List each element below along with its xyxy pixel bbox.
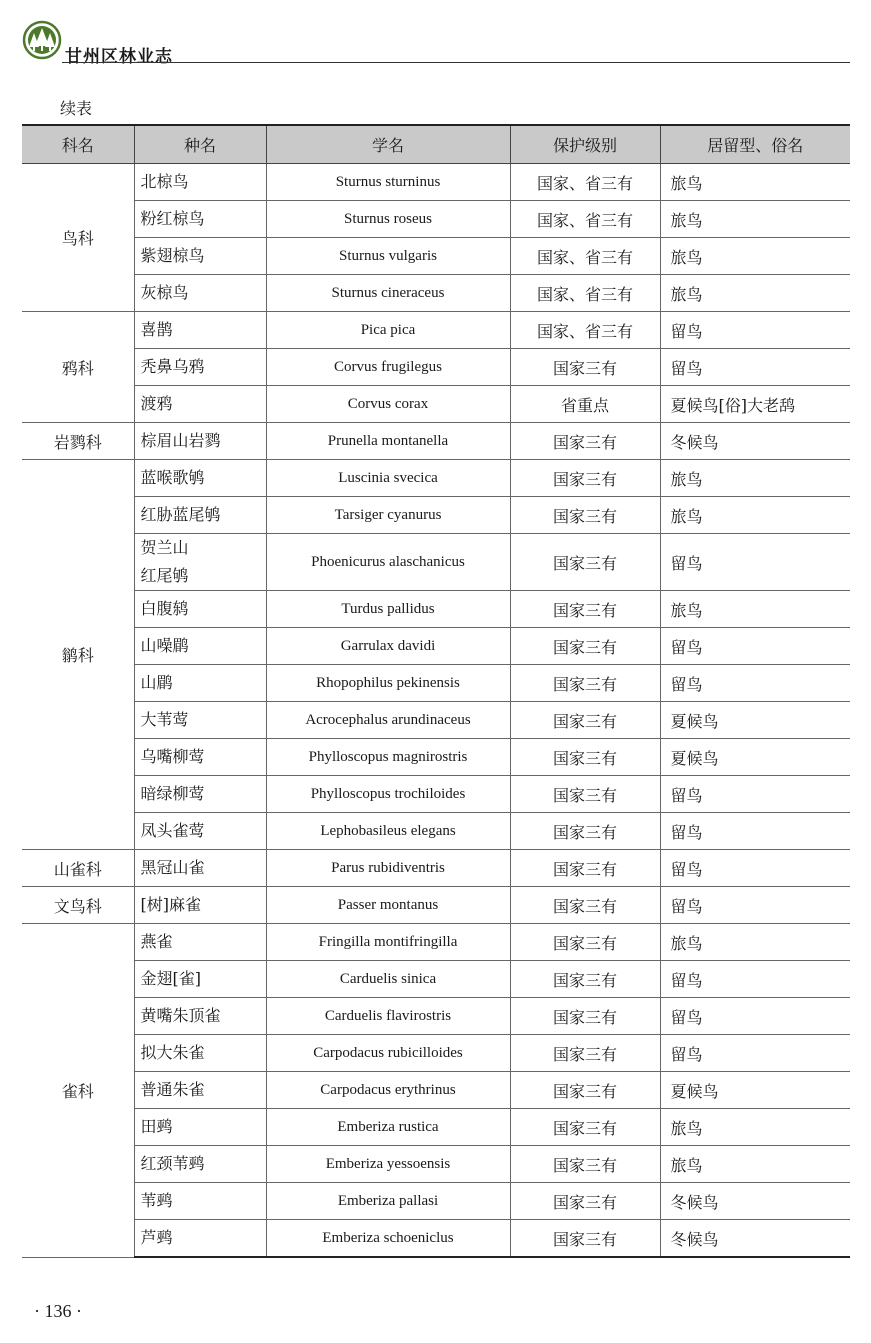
species-name: 紫翅椋鸟 <box>134 238 266 275</box>
protection-level: 国家三有 <box>510 1146 660 1183</box>
species-name: 秃鼻乌鸦 <box>134 349 266 386</box>
residency-status: 旅鸟 <box>660 924 850 961</box>
column-header-residency: 居留型、俗名 <box>660 125 850 164</box>
table-row <box>22 312 850 349</box>
family-cell: 鹟科 <box>22 460 134 850</box>
protection-level: 国家三有 <box>510 628 660 665</box>
species-name: 红颈苇鹀 <box>134 1146 266 1183</box>
scientific-name: Acrocephalus arundinaceus <box>266 702 510 739</box>
family-cell: 鸦科 <box>22 312 134 423</box>
table-row <box>22 1072 850 1109</box>
protection-level: 国家三有 <box>510 961 660 998</box>
scientific-name: Carduelis sinica <box>266 961 510 998</box>
protection-level: 国家三有 <box>510 1035 660 1072</box>
scientific-name: Passer montanus <box>266 887 510 924</box>
table-row <box>22 1035 850 1072</box>
protection-level: 国家三有 <box>510 591 660 628</box>
protection-level: 国家三有 <box>510 423 660 460</box>
scientific-name: Phylloscopus magnirostris <box>266 739 510 776</box>
scientific-name: Sturnus roseus <box>266 201 510 238</box>
scientific-name: Rhopophilus pekinensis <box>266 665 510 702</box>
table-row <box>22 924 850 961</box>
residency-status: 旅鸟 <box>660 1146 850 1183</box>
residency-status: 旅鸟 <box>660 201 850 238</box>
scientific-name: Emberiza yessoensis <box>266 1146 510 1183</box>
residency-status: 留鸟 <box>660 887 850 924</box>
table-row <box>22 460 850 497</box>
table-row <box>22 238 850 275</box>
species-name: 燕雀 <box>134 924 266 961</box>
protection-level: 国家、省三有 <box>510 164 660 201</box>
residency-status: 旅鸟 <box>660 238 850 275</box>
protection-level: 国家三有 <box>510 1220 660 1258</box>
protection-level: 国家、省三有 <box>510 201 660 238</box>
scientific-name: Turdus pallidus <box>266 591 510 628</box>
residency-status: 留鸟 <box>660 961 850 998</box>
species-name-line: 贺兰山 <box>140 538 189 557</box>
species-name: 山鹛 <box>134 665 266 702</box>
species-name: 田鹀 <box>134 1109 266 1146</box>
scientific-name: Carpodacus erythrinus <box>266 1072 510 1109</box>
residency-status: 留鸟 <box>660 349 850 386</box>
protection-level: 国家三有 <box>510 534 660 591</box>
residency-status: 留鸟 <box>660 850 850 887</box>
table-row <box>22 665 850 702</box>
scientific-name: Garrulax davidi <box>266 628 510 665</box>
protection-level: 国家三有 <box>510 497 660 534</box>
residency-status: 夏候鸟 <box>660 1072 850 1109</box>
residency-status: 旅鸟 <box>660 275 850 312</box>
protection-level: 国家三有 <box>510 776 660 813</box>
residency-status: 留鸟 <box>660 998 850 1035</box>
table-row <box>22 998 850 1035</box>
residency-status: 夏候鸟[俗]大老鸹 <box>660 386 850 423</box>
species-name: 粉红椋鸟 <box>134 201 266 238</box>
table-row <box>22 164 850 201</box>
scientific-name: Emberiza pallasi <box>266 1183 510 1220</box>
species-name: 北椋鸟 <box>134 164 266 201</box>
species-name: 红胁蓝尾鸲 <box>134 497 266 534</box>
scientific-name: Luscinia svecica <box>266 460 510 497</box>
scientific-name: Sturnus cineraceus <box>266 275 510 312</box>
residency-status: 夏候鸟 <box>660 739 850 776</box>
page-header <box>22 20 850 67</box>
residency-status: 旅鸟 <box>660 164 850 201</box>
protection-level: 国家三有 <box>510 1072 660 1109</box>
residency-status: 冬候鸟 <box>660 423 850 460</box>
scientific-name: Phylloscopus trochiloides <box>266 776 510 813</box>
forestry-logo-icon <box>22 20 62 60</box>
table-row <box>22 739 850 776</box>
species-name: 大苇莺 <box>134 702 266 739</box>
scientific-name: Sturnus vulgaris <box>266 238 510 275</box>
scientific-name: Corvus corax <box>266 386 510 423</box>
protection-level: 国家三有 <box>510 887 660 924</box>
table-row <box>22 386 850 423</box>
species-name-line: 红尾鸲 <box>140 566 189 585</box>
species-name: 拟大朱雀 <box>134 1035 266 1072</box>
scientific-name: Tarsiger cyanurus <box>266 497 510 534</box>
protection-level: 国家、省三有 <box>510 275 660 312</box>
scientific-name: Emberiza rustica <box>266 1109 510 1146</box>
species-name <box>134 534 266 591</box>
residency-status: 夏候鸟 <box>660 702 850 739</box>
table-continued-caption: 续表 <box>60 99 93 118</box>
protection-level: 国家三有 <box>510 1109 660 1146</box>
species-name: 苇鹀 <box>134 1183 266 1220</box>
species-name: 凤头雀莺 <box>134 813 266 850</box>
table-row <box>22 1146 850 1183</box>
residency-status: 留鸟 <box>660 534 850 591</box>
table-row <box>22 887 850 924</box>
species-name: 黑冠山雀 <box>134 850 266 887</box>
species-name: 山噪鹛 <box>134 628 266 665</box>
protection-level: 国家三有 <box>510 665 660 702</box>
table-row <box>22 534 850 591</box>
scientific-name: Fringilla montifringilla <box>266 924 510 961</box>
scientific-name: Prunella montanella <box>266 423 510 460</box>
protection-level: 国家三有 <box>510 998 660 1035</box>
family-cell: 文鸟科 <box>22 887 134 924</box>
species-name: 渡鸦 <box>134 386 266 423</box>
table-row <box>22 702 850 739</box>
family-cell: 岩鹨科 <box>22 423 134 460</box>
residency-status: 留鸟 <box>660 665 850 702</box>
family-cell: 鸟科 <box>22 164 134 312</box>
column-header-species: 种名 <box>134 125 266 164</box>
protection-level: 国家、省三有 <box>510 238 660 275</box>
table-row <box>22 1109 850 1146</box>
residency-status: 留鸟 <box>660 312 850 349</box>
table-row <box>22 776 850 813</box>
protection-level: 国家三有 <box>510 702 660 739</box>
table-header-row <box>22 125 850 164</box>
scientific-name: Emberiza schoeniclus <box>266 1220 510 1258</box>
protection-level: 国家、省三有 <box>510 312 660 349</box>
scientific-name: Sturnus sturninus <box>266 164 510 201</box>
protection-level: 国家三有 <box>510 850 660 887</box>
residency-status: 旅鸟 <box>660 460 850 497</box>
scientific-name: Lephobasileus elegans <box>266 813 510 850</box>
table-row <box>22 423 850 460</box>
protection-level: 国家三有 <box>510 924 660 961</box>
protection-level: 国家三有 <box>510 739 660 776</box>
species-name: 金翅[雀] <box>134 961 266 998</box>
residency-status: 旅鸟 <box>660 497 850 534</box>
residency-status: 留鸟 <box>660 776 850 813</box>
column-header-scientific-name: 学名 <box>266 125 510 164</box>
species-name: 黄嘴朱顶雀 <box>134 998 266 1035</box>
species-name: 棕眉山岩鹨 <box>134 423 266 460</box>
residency-status: 旅鸟 <box>660 1109 850 1146</box>
table-row <box>22 961 850 998</box>
table-row <box>22 850 850 887</box>
species-table <box>22 124 850 1258</box>
protection-level: 国家三有 <box>510 349 660 386</box>
column-header-family: 科名 <box>22 125 134 164</box>
scientific-name: Pica pica <box>266 312 510 349</box>
residency-status: 冬候鸟 <box>660 1183 850 1220</box>
book-title: 甘州区林业志 <box>65 47 173 67</box>
scientific-name: Phoenicurus alaschanicus <box>266 534 510 591</box>
species-name: 乌嘴柳莺 <box>134 739 266 776</box>
table-row <box>22 201 850 238</box>
table-row <box>22 275 850 312</box>
protection-level: 国家三有 <box>510 460 660 497</box>
table-row <box>22 813 850 850</box>
column-header-protection-level: 保护级别 <box>510 125 660 164</box>
species-name: 灰椋鸟 <box>134 275 266 312</box>
header-rule <box>62 62 850 63</box>
protection-level: 国家三有 <box>510 813 660 850</box>
protection-level: 省重点 <box>510 386 660 423</box>
residency-status: 留鸟 <box>660 813 850 850</box>
table-row <box>22 1183 850 1220</box>
species-name: 芦鹀 <box>134 1220 266 1258</box>
scientific-name: Parus rubidiventris <box>266 850 510 887</box>
residency-status: 留鸟 <box>660 628 850 665</box>
table-row <box>22 349 850 386</box>
family-cell: 雀科 <box>22 924 134 1258</box>
species-name: 白腹鸫 <box>134 591 266 628</box>
table-row <box>22 591 850 628</box>
scientific-name: Carpodacus rubicilloides <box>266 1035 510 1072</box>
page-number: · 136 · <box>34 1301 82 1321</box>
table-row <box>22 628 850 665</box>
table-row <box>22 1220 850 1258</box>
residency-status: 留鸟 <box>660 1035 850 1072</box>
table-row <box>22 497 850 534</box>
scientific-name: Corvus frugilegus <box>266 349 510 386</box>
species-name: 暗绿柳莺 <box>134 776 266 813</box>
species-name: 喜鹊 <box>134 312 266 349</box>
residency-status: 冬候鸟 <box>660 1220 850 1258</box>
scientific-name: Carduelis flavirostris <box>266 998 510 1035</box>
species-name: 蓝喉歌鸲 <box>134 460 266 497</box>
species-name: 普通朱雀 <box>134 1072 266 1109</box>
family-cell: 山雀科 <box>22 850 134 887</box>
residency-status: 旅鸟 <box>660 591 850 628</box>
species-name: [树]麻雀 <box>134 887 266 924</box>
protection-level: 国家三有 <box>510 1183 660 1220</box>
